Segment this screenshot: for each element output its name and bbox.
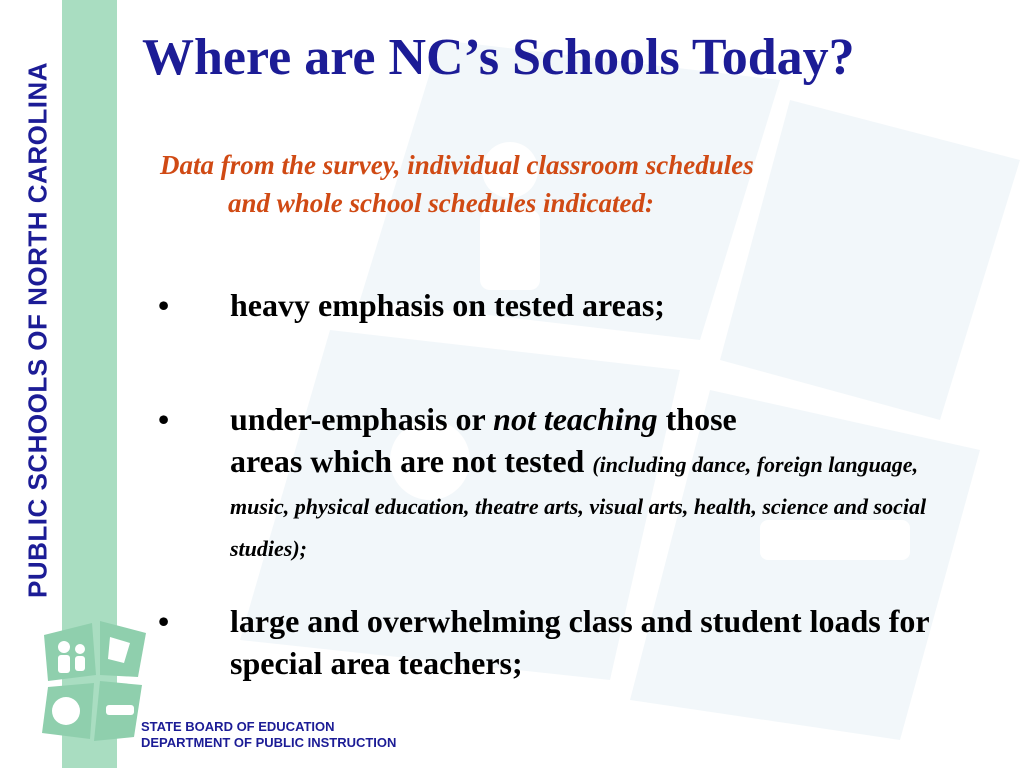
footer: [141, 719, 396, 751]
footer-line-1: STATE BOARD OF EDUCATION: [141, 719, 335, 734]
bullet-marker: •: [158, 603, 170, 639]
bullet-note: (including dance, foreign language, music, physical education, theatre arts, visual arts, health, science and social studies);: [230, 452, 927, 561]
bullet-text: large and overwhelming class and student loads for special area teachers;: [230, 603, 930, 681]
nc-schools-logo-icon: [34, 615, 154, 750]
bullet-text: [230, 398, 958, 566]
bullet-marker: •: [158, 287, 170, 323]
bullet-text-part-b: those: [657, 401, 737, 437]
bullet-text-italic: not teaching: [493, 401, 658, 437]
footer-line-2: DEPARTMENT OF PUBLIC INSTRUCTION: [141, 735, 397, 750]
bullet-text-part-c: areas which are not tested: [230, 443, 585, 479]
bullet-text: heavy emphasis on tested areas;: [230, 287, 665, 323]
page-title: Where are NC’s Schools Today?: [142, 29, 855, 86]
bullet-text-part-a: under-emphasis or: [230, 401, 494, 437]
intro-text: [160, 146, 930, 222]
intro-line-2: and whole school schedules indicated:: [228, 188, 655, 218]
vertical-label-text: PUBLIC SCHOOLS OF NORTH CAROLINA: [22, 62, 53, 598]
bullet-marker: •: [158, 401, 170, 437]
intro-line-1: Data from the survey, individual classroom schedules: [160, 150, 754, 180]
